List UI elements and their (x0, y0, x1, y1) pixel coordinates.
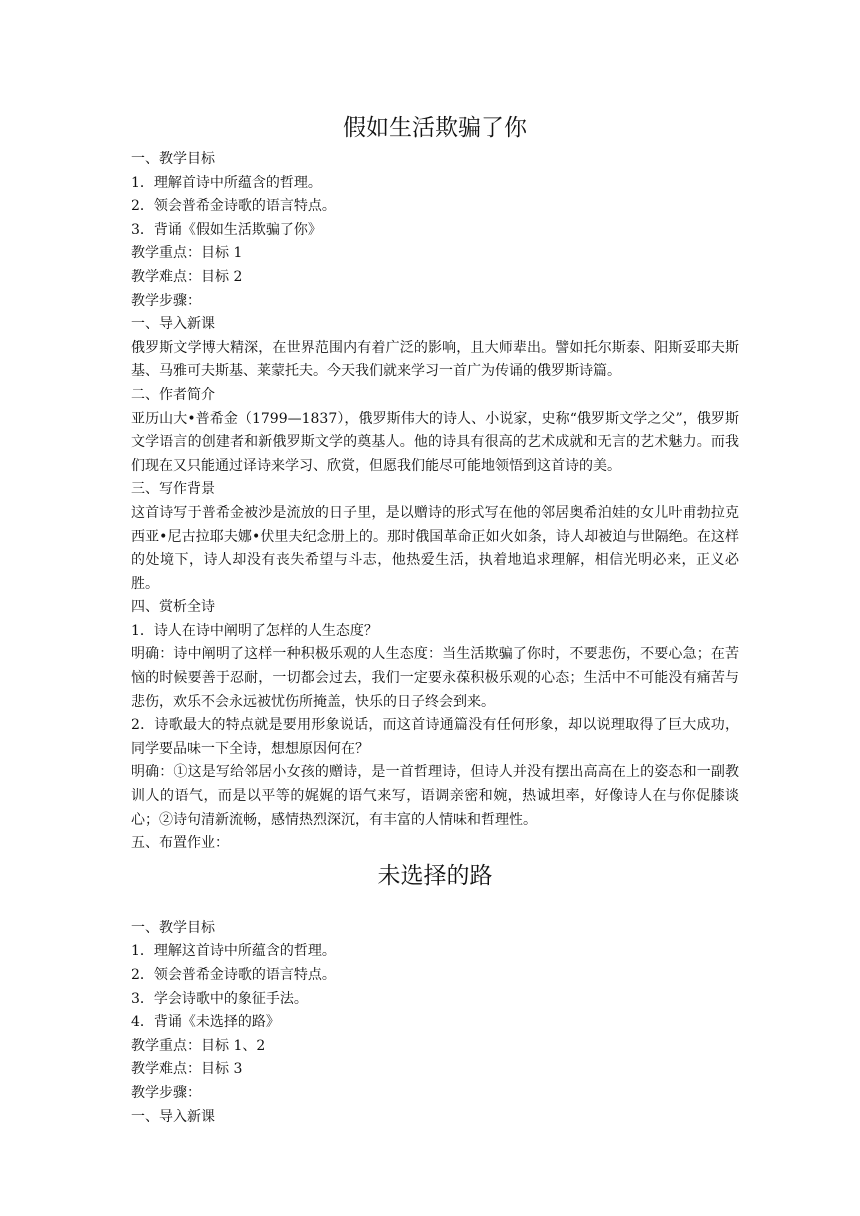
title-spacer (131, 892, 739, 917)
intro-paragraph: 俄罗斯文学博大精深，在世界范围内有着广泛的影响，且大师辈出。譬如托尔斯泰、阳斯妥耶夫斯基、马雅可夫斯基、莱蒙托夫。今天我们就来学习一首广为传诵的俄罗斯诗篇。 (131, 339, 739, 380)
objective-item: 2．领会普希金诗歌的语言特点。 (131, 198, 336, 215)
objective-item: 1．理解这首诗中所蕴含的哲理。 (131, 943, 336, 960)
background-paragraph: 这首诗写于普希金被沙是流放的日子里，是以赠诗的形式写在他的邻居奥希泊娃的女儿叶甫勃拉克西亚•尼古拉耶夫娜•伏里夫纪念册上的。那时俄国革命正如火如条，诗人却被迫与世隔绝。在这样的处境下，诗人却没有丧失希望与斗志，他热爱生活，执着地追求理解，相信光明必来，正义必胜。 (131, 504, 739, 592)
steps-label: 教学步骤： (131, 292, 201, 309)
objective-item: 4．背诵《未选择的路》 (131, 1014, 280, 1031)
intro-heading: 一、导入新课 (131, 316, 215, 333)
intro-heading: 一、导入新课 (131, 1108, 215, 1125)
appreciation-heading: 四、赏析全诗 (131, 599, 215, 616)
objectives-heading: 一、教学目标 (131, 919, 215, 936)
objective-item: 2．领会普希金诗歌的语言特点。 (131, 967, 336, 983)
objective-item: 3．学会诗歌中的象征手法。 (131, 990, 308, 1007)
key-point: 教学重点：目标 1 (131, 245, 243, 262)
key-point: 教学重点：目标 1、2 (131, 1037, 266, 1054)
lesson-title-2: 未选择的路 (377, 862, 493, 889)
answer-2: 明确：①这是写给邻居小女孩的赠诗，是一首哲理诗，但诗人并没有摆出高高在上的姿态和一副教训人的语气，而是以平等的娓娓的语气来写，语调亲密和婉，热诚坦率，好像诗人在与你促膝谈心；②诗句清新流畅，感情热烈深沉，有丰富的人情味和哲理性。 (131, 764, 739, 828)
author-heading: 二、作者简介 (131, 386, 215, 403)
lesson-title-1: 假如生活欺骗了你 (343, 115, 527, 141)
answer-1: 明确：诗中阐明了这样一种积极乐观的人生态度：当生活欺骗了你时，不要悲伤，不要心急；在苦恼的时候要善于忍耐，一切都会过去，我们一定要永葆积极乐观的心态；生活中不可能没有痛苦与悲伤，欢乐不会永远被忧伤所掩盖，快乐的日子终会到来。 (131, 646, 739, 710)
objective-item: 1．理解首诗中所蕴含的哲理。 (131, 174, 322, 191)
question-1: 1．诗人在诗中阐明了怎样的人生态度？ (131, 622, 378, 639)
homework-heading: 五、布置作业： (131, 835, 229, 852)
question-2: 2．诗歌最大的特点就是要用形象说话，而这首诗通篇没有任何形象，却以说理取得了巨大成功，同学要品味一下全诗，想想原因何在？ (131, 717, 739, 757)
author-paragraph: 亚历山大•普希金（1799—1837），俄罗斯伟大的诗人、小说家，史称“俄罗斯文学之父”，俄罗斯文学语言的创建者和新俄罗斯文学的奠基人。他的诗具有很高的艺术成就和无言的艺术魅力。而我们现在又只能通过译诗来学习、欣赏，但愿我们能尽可能地领悟到这首诗的美。 (131, 410, 739, 474)
document-body (131, 108, 739, 1129)
steps-label: 教学步骤： (131, 1084, 201, 1101)
difficult-point: 教学难点：目标 2 (131, 268, 243, 285)
objective-item: 3．背诵《假如生活欺骗了你》 (131, 221, 322, 238)
difficult-point: 教学难点：目标 3 (131, 1061, 243, 1078)
objectives-heading: 一、教学目标 (131, 151, 215, 167)
background-heading: 三、写作背景 (131, 481, 215, 498)
